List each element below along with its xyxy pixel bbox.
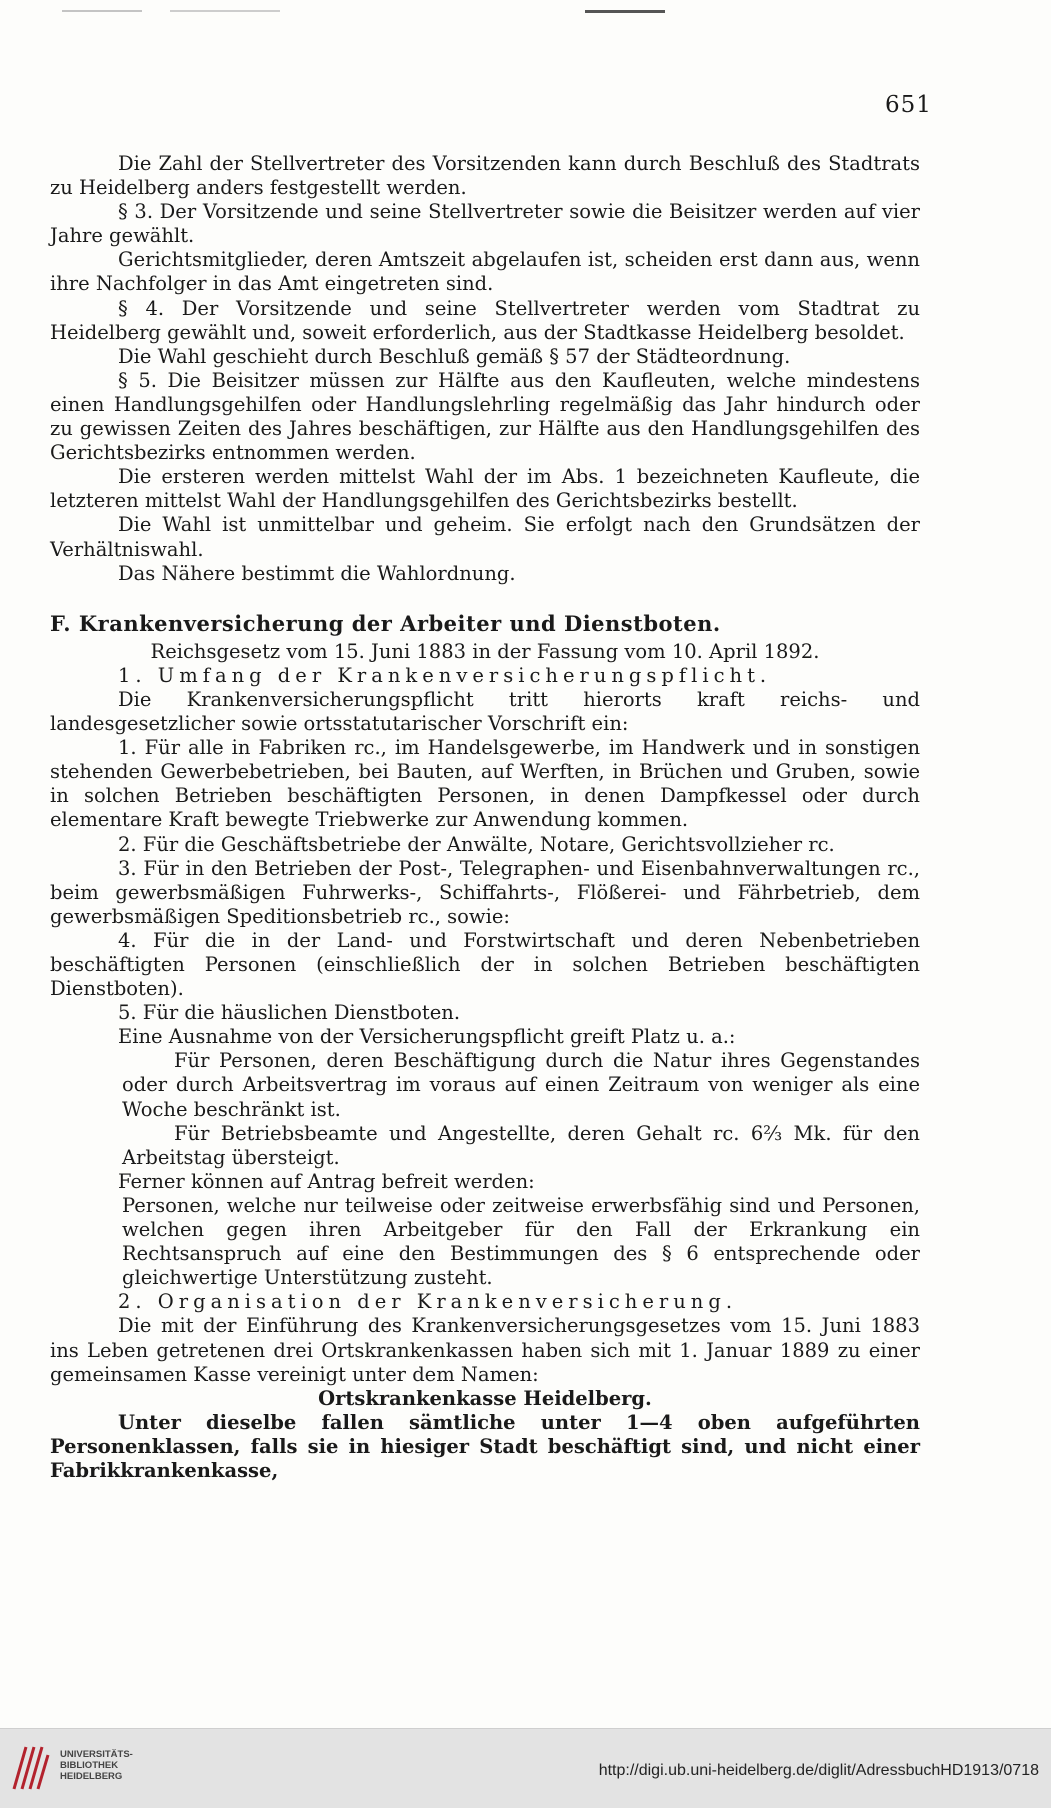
paragraph: Die Zahl der Stellvertreter des Vorsitzenden kann durch Beschluß des Stadtrats zu Heidelberg anders festgestellt werden. bbox=[50, 152, 920, 200]
paragraph: Gerichtsmitglieder, deren Amtszeit abgelaufen ist, scheiden erst dann aus, wenn ihre Nachfolger in das Amt eingetreten sind. bbox=[50, 248, 920, 296]
university-library-logo bbox=[10, 1741, 52, 1793]
paragraph: Die Krankenversicherungspflicht tritt hierorts kraft reichs- und landesgesetzlicher sowie ortsstatutarischer Vorschrift ein: bbox=[50, 687, 920, 736]
list-item: 5. Für die häuslichen Dienstboten. bbox=[118, 1001, 461, 1025]
paragraph: Eine Ausnahme von der Versicherungspflicht greift Platz u. a.: bbox=[118, 1025, 736, 1049]
library-name: UNIVERSITÄTS- BIBLIOTHEK HEIDELBERG bbox=[60, 1749, 133, 1782]
paragraph: § 4. Der Vorsitzende und seine Stellvertreter werden vom Stadtrat zu Heidelberg gewählt und, soweit erforderlich, aus der Stadtkasse Heidelberg besoldet. bbox=[50, 296, 920, 344]
paragraph: § 3. Der Vorsitzende und seine Stellvertreter sowie die Beisitzer werden auf vier Jahre gewählt. bbox=[50, 200, 920, 248]
kasse-name: Ortskrankenkasse Heidelberg. bbox=[318, 1386, 652, 1410]
paragraph: Unter dieselbe fallen sämtliche unter 1—4 oben aufgeführten Personenklassen, falls sie in hiesiger Stadt beschäftigt sind, und nicht einer Fabrikkrankenkasse, bbox=[50, 1410, 920, 1482]
paragraph: Die ersteren werden mittelst Wahl der im Abs. 1 bezeichneten Kaufleute, die letzteren mittelst Wahl der Handlungsgehilfen des Gerichtsbezirks bestellt. bbox=[50, 465, 920, 513]
footer-bar bbox=[0, 1728, 1051, 1808]
exception-item: Für Personen, deren Beschäftigung durch die Natur ihres Gegenstandes oder durch Arbeitsvertrag im voraus auf einen Zeitraum von weniger als eine Woche beschränkt ist. bbox=[122, 1049, 920, 1121]
paragraph: Die mit der Einführung des Krankenversicherungsgesetzes vom 15. Juni 1883 ins Leben getretenen drei Ortskrankenkassen haben sich mit 1. Januar 1889 zu einer gemeinsamen Kasse vereinigt unter dem Namen: bbox=[50, 1314, 920, 1386]
section-subtitle: Reichsgesetz vom 15. Juni 1883 in der Fassung vom 10. April 1892. bbox=[150, 639, 820, 663]
paragraph: Das Nähere bestimmt die Wahlordnung. bbox=[118, 561, 516, 585]
paragraph: Ferner können auf Antrag befreit werden: bbox=[118, 1169, 535, 1193]
section-heading: F. Krankenversicherung der Arbeiter und Dienstboten. bbox=[50, 610, 721, 636]
page-number: 651 bbox=[885, 92, 932, 118]
subsection-heading: 1. Umfang der Krankenversicherungspflicht. bbox=[118, 663, 772, 687]
list-item: 2. Für die Geschäftsbetriebe der Anwälte, Notare, Gerichtsvollzieher rc. bbox=[118, 832, 835, 856]
list-item: 1. Für alle in Fabriken rc., im Handelsgewerbe, im Handwerk und in sonstigen stehenden Gewerbebetrieben, bei Bauten, auf Werften, in Brüchen und Gruben, sowie in solchen Betrieben beschäftigten Personen, in denen Dampfkessel oder durch elementare Kraft bewegte Triebwerke zur Anwendung kommen. bbox=[50, 736, 920, 832]
list-item: 3. Für in den Betrieben der Post-, Telegraphen- und Eisenbahnverwaltungen rc., beim gewerbsmäßigen Fuhrwerks-, Schiffahrts-, Flößerei- und Fährbetrieb, dem gewerbsmäßigen Speditionsbetrieb rc., sowie: bbox=[50, 856, 920, 928]
paragraph: § 5. Die Beisitzer müssen zur Hälfte aus den Kaufleuten, welche mindestens einen Handlungsgehilfen oder Handlungslehrling regelmäßig das Jahr hindurch oder zu gewissen Zeiten des Jahres beschäftigen, zur Hälfte aus den Handlungsgehilfen des Gerichtsbezirks entnommen werden. bbox=[50, 368, 920, 465]
exception-item: Für Betriebsbeamte und Angestellte, deren Gehalt rc. 6⅔ Mk. für den Arbeitstag übersteigt. bbox=[122, 1121, 920, 1169]
source-url[interactable]: http://digi.ub.uni-heidelberg.de/diglit/AdressbuchHD1913/0718 bbox=[598, 1762, 1039, 1779]
subsection-heading: 2. Organisation der Krankenversicherung. bbox=[118, 1290, 738, 1314]
page-body bbox=[50, 152, 920, 1483]
scan-artifacts bbox=[0, 0, 1051, 22]
exemption-item: Personen, welche nur teilweise oder zeitweise erwerbsfähig sind und Personen, welchen gegen ihren Arbeitgeber für den Fall der Erkrankung ein Rechtsanspruch auf eine den Bestimmungen des § 6 entsprechende oder gleichwertige Unterstützung zusteht. bbox=[122, 1193, 920, 1290]
list-item: 4. Für die in der Land- und Forstwirtschaft und deren Nebenbetrieben beschäftigten Personen (einschließlich der in solchen Betrieben beschäftigten Dienstboten). bbox=[50, 928, 920, 1001]
paragraph: Die Wahl ist unmittelbar und geheim. Sie erfolgt nach den Grundsätzen der Verhältniswahl. bbox=[50, 513, 920, 561]
paragraph: Die Wahl geschieht durch Beschluß gemäß § 57 der Städteordnung. bbox=[118, 344, 791, 368]
